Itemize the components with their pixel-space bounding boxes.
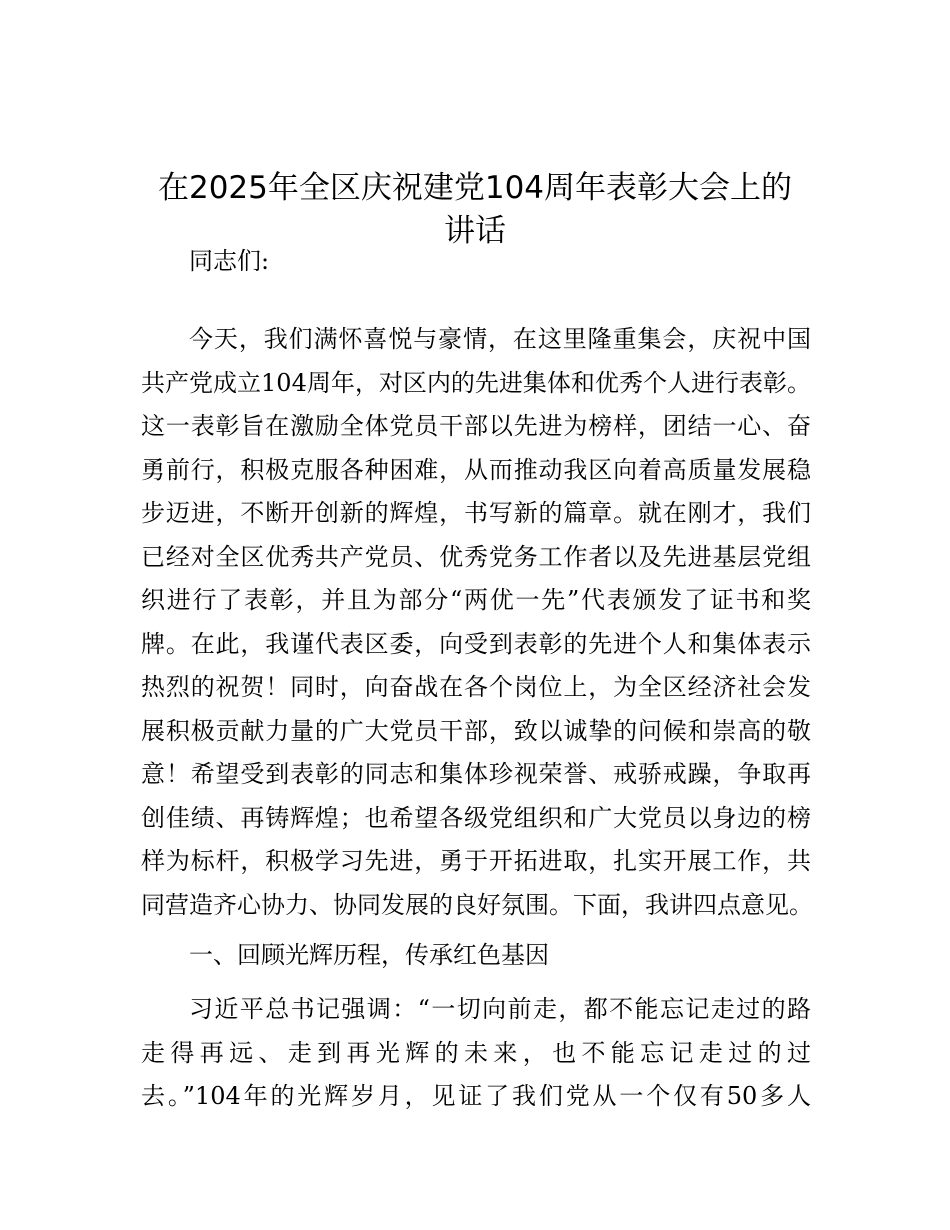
paragraph-line: 热烈的祝贺！同时，向奋战在各个岗位上，为全区经济社会发 <box>141 673 811 701</box>
paragraph-line: 去。”104年的光辉岁月，见证了我们党从一个仅有50多人 <box>141 1082 811 1110</box>
paragraph-line: 已经对全区优秀共产党员、优秀党务工作者以及先进基层党组 <box>141 542 811 571</box>
paragraph-line: 样为标杆，积极学习先进，勇于开拓进取，扎实开展工作，共 <box>141 847 811 875</box>
paragraph-line: 走得再远、走到再光辉的未来，也不能忘记走过的过 <box>141 1038 811 1067</box>
paragraph-line: 今天，我们满怀喜悦与豪情，在这里隆重集会，庆祝中国 <box>189 325 811 353</box>
paragraph-line: 勇前行，积极克服各种困难，从而推动我区向着高质量发展稳 <box>141 455 811 484</box>
section-heading-1: 一、回顾光辉历程，传承红色基因 <box>189 941 549 969</box>
paragraph-2 <box>141 988 811 1119</box>
paragraph-line: 织进行了表彰，并且为部分“两优一先”代表颁发了证书和奖 <box>141 586 811 614</box>
paragraph-line: 习近平总书记强调：“一切向前走，都不能忘记走过的路 <box>189 995 811 1023</box>
paragraph-line: 同营造齐心协力、协同发展的良好氛围。下面，我讲四点意见。 <box>141 890 813 919</box>
paragraph-line: 创佳绩、再铸辉煌；也希望各级党组织和广大党员以身边的榜 <box>141 803 811 832</box>
paragraph-line: 共产党成立104周年，对区内的先进集体和优秀个人进行表彰。 <box>141 368 811 397</box>
document-title <box>120 168 830 208</box>
title-line-1: 在2025年全区庆祝建党104周年表彰大会上的 <box>157 170 793 206</box>
paragraph-1 <box>141 318 811 927</box>
salutation: 同志们: <box>189 247 270 275</box>
title-line-2: 讲话 <box>444 213 506 249</box>
paragraph-line: 展积极贡献力量的广大党员干部，致以诚挚的问候和崇高的敬 <box>141 716 811 745</box>
paragraph-line: 牌。在此，我谨代表区委，向受到表彰的先进个人和集体表示 <box>141 629 811 658</box>
paragraph-line: 意！希望受到表彰的同志和集体珍视荣誉、戒骄戒躁，争取再 <box>141 760 811 788</box>
paragraph-line: 这一表彰旨在激励全体党员干部以先进为榜样，团结一心、奋 <box>141 412 811 440</box>
paragraph-line: 步迈进，不断开创新的辉煌，书写新的篇章。就在刚才，我们 <box>141 499 811 527</box>
